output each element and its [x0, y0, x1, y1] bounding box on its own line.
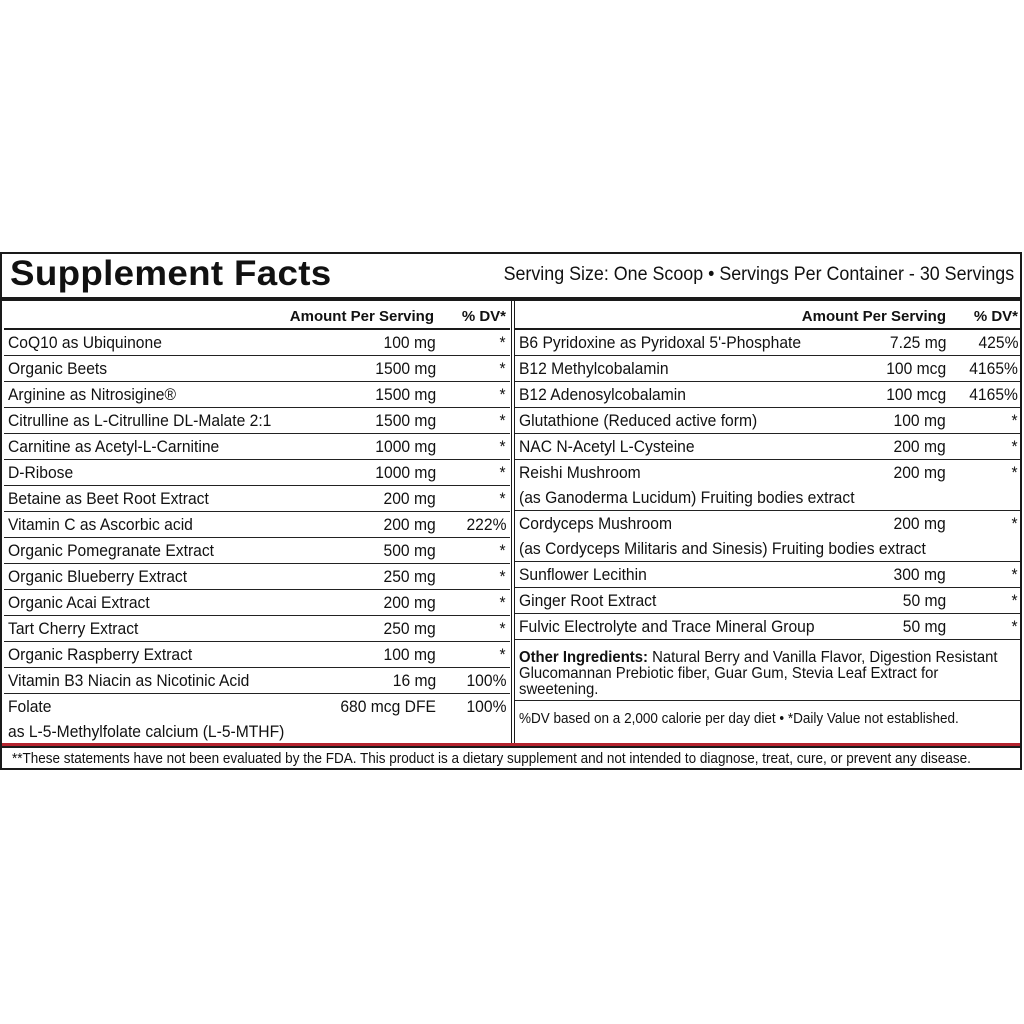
ingredient-dv: * [499, 333, 506, 352]
ingredient-name: NAC N-Acetyl L-Cysteine [519, 437, 695, 456]
ingredient-amount: 100 mg [383, 645, 436, 664]
ingredient-name: Citrulline as L-Citrulline DL-Malate 2:1 [8, 411, 272, 430]
ingredient-row [515, 562, 1020, 588]
subline-text: (as Ganoderma Lucidum) Fruiting bodies extract [519, 488, 855, 507]
ingredient-name: Arginine as Nitrosigine® [8, 385, 177, 404]
dv-header: % DV* [461, 308, 506, 325]
ingredient-amount: 500 mg [383, 541, 436, 560]
other-ingredients-label: Other Ingredients: [519, 649, 648, 666]
ingredient-dv: * [499, 437, 506, 456]
ingredient-row [4, 356, 510, 382]
ingredient-dv: * [499, 619, 506, 638]
fda-disclaimer: **These statements have not been evaluated by the FDA. This product is a dietary supplement and not intended to diagnose, treat, cure, or prevent any disease. [12, 750, 971, 767]
ingredient-row [515, 588, 1020, 614]
ingredient-dv: 425% [977, 333, 1018, 352]
ingredient-amount: 200 mg [893, 514, 946, 533]
reishi-subline [515, 485, 1020, 511]
ingredient-row [4, 408, 510, 434]
ingredient-row [515, 511, 1020, 536]
subline-text: (as Cordyceps Militaris and Sinesis) Fruiting bodies extract [519, 539, 926, 558]
ingredient-dv: * [499, 385, 506, 404]
ingredient-name: Ginger Root Extract [519, 591, 657, 610]
footer-black-rule [2, 746, 1020, 748]
ingredient-name: B12 Methylcobalamin [519, 359, 669, 378]
ingredient-amount: 100 mcg [886, 385, 946, 404]
ingredient-amount: 1000 mg [375, 437, 436, 456]
ingredient-amount: 680 mcg DFE [340, 697, 436, 716]
ingredient-dv: * [499, 359, 506, 378]
ingredient-amount: 1000 mg [375, 463, 436, 482]
ingredient-name: Vitamin B3 Niacin as Nicotinic Acid [8, 671, 250, 690]
ingredient-row [4, 694, 510, 719]
ingredient-dv: * [1011, 591, 1018, 610]
supplement-facts-panel [0, 252, 1022, 770]
ingredient-name: Vitamin C as Ascorbic acid [8, 515, 193, 534]
ingredient-amount: 100 mcg [886, 359, 946, 378]
ingredient-name: CoQ10 as Ubiquinone [8, 333, 162, 352]
ingredient-dv: 222% [465, 515, 506, 534]
ingredient-amount: 250 mg [383, 567, 436, 586]
ingredient-amount: 16 mg [392, 671, 436, 690]
ingredient-name: Carnitine as Acetyl-L-Carnitine [8, 437, 220, 456]
other-ingredients [515, 640, 1020, 701]
right-column-header [515, 304, 1020, 330]
right-rows-b [515, 562, 1020, 640]
facts-header [2, 254, 1020, 296]
ingredient-amount: 1500 mg [375, 411, 436, 430]
dv-header: % DV* [973, 308, 1018, 325]
ingredient-row [4, 616, 510, 642]
ingredient-name: Organic Blueberry Extract [8, 567, 188, 586]
ingredient-name: Organic Pomegranate Extract [8, 541, 215, 560]
ingredient-row [4, 460, 510, 486]
ingredient-name: Organic Acai Extract [8, 593, 150, 612]
left-column [4, 304, 510, 744]
left-column-header [4, 304, 510, 330]
ingredient-dv: * [1011, 514, 1018, 533]
ingredient-row [515, 382, 1020, 408]
ingredient-row [515, 460, 1020, 485]
ingredient-amount: 200 mg [893, 437, 946, 456]
ingredient-amount: 300 mg [893, 565, 946, 584]
ingredient-amount: 1500 mg [375, 359, 436, 378]
ingredient-dv: * [1011, 617, 1018, 636]
ingredient-row [4, 668, 510, 694]
ingredient-dv: 100% [465, 671, 506, 690]
ingredient-amount: 200 mg [383, 515, 436, 534]
ingredient-name: Organic Beets [8, 359, 108, 378]
ingredient-dv: * [499, 541, 506, 560]
ingredient-name: Reishi Mushroom [519, 463, 641, 482]
ingredient-name: B6 Pyridoxine as Pyridoxal 5'-Phosphate [519, 333, 802, 352]
ingredient-row [4, 382, 510, 408]
ingredient-row [515, 330, 1020, 356]
ingredient-row [515, 614, 1020, 640]
ingredient-amount: 250 mg [383, 619, 436, 638]
ingredient-dv: 4165% [969, 385, 1018, 404]
ingredient-row [4, 512, 510, 538]
ingredient-row [4, 642, 510, 668]
ingredient-dv: * [499, 411, 506, 430]
ingredient-name: Tart Cherry Extract [8, 619, 139, 638]
ingredient-name: Glutathione (Reduced active form) [519, 411, 758, 430]
ingredient-row [4, 330, 510, 356]
ingredient-dv: 4165% [969, 359, 1018, 378]
ingredient-dv: * [1011, 565, 1018, 584]
cordyceps-subline [515, 536, 1020, 562]
ingredient-amount: 7.25 mg [889, 333, 946, 352]
ingredient-row [515, 434, 1020, 460]
dv-note [515, 701, 1020, 727]
other-ingredients-text: Natural Berry and Vanilla Flavor, Digestion Resistant Glucomannan Prebiotic fiber, Guar Gum, Stevia Leaf Extract for sweetening. [519, 649, 998, 698]
ingredient-dv: * [499, 645, 506, 664]
serving-info: Serving Size: One Scoop • Servings Per Container - 30 Servings [503, 264, 1014, 285]
ingredient-amount: 100 mg [893, 411, 946, 430]
ingredient-name: B12 Adenosylcobalamin [519, 385, 686, 404]
ingredient-name: D-Ribose [8, 463, 74, 482]
ingredient-dv: * [1011, 437, 1018, 456]
left-rows [4, 330, 510, 719]
dv-note-text: %DV based on a 2,000 calorie per day diet • *Daily Value not established. [519, 710, 959, 727]
ingredient-amount: 200 mg [383, 593, 436, 612]
amount-header: Amount Per Serving [289, 308, 434, 325]
ingredient-dv: * [499, 489, 506, 508]
ingredient-row [4, 590, 510, 616]
ingredient-dv: * [1011, 411, 1018, 430]
column-divider [511, 301, 512, 743]
ingredient-dv: * [499, 567, 506, 586]
ingredient-dv: * [1011, 463, 1018, 482]
ingredient-row [4, 564, 510, 590]
ingredient-name: Folate [8, 697, 52, 716]
right-column [515, 304, 1020, 727]
ingredient-amount: 1500 mg [375, 385, 436, 404]
ingredient-name: Fulvic Electrolyte and Trace Mineral Group [519, 617, 815, 636]
ingredient-amount: 100 mg [383, 333, 436, 352]
ingredient-row [4, 486, 510, 512]
ingredient-name: Betaine as Beet Root Extract [8, 489, 209, 508]
folate-subline [4, 719, 510, 744]
ingredient-name: Sunflower Lecithin [519, 565, 647, 584]
ingredient-name: Organic Raspberry Extract [8, 645, 193, 664]
ingredient-row [515, 356, 1020, 382]
ingredient-name: Cordyceps Mushroom [519, 514, 672, 533]
ingredient-amount: 50 mg [902, 591, 946, 610]
ingredient-amount: 50 mg [902, 617, 946, 636]
right-rows-a [515, 330, 1020, 485]
amount-header: Amount Per Serving [801, 308, 946, 325]
ingredient-amount: 200 mg [893, 463, 946, 482]
ingredient-row [515, 408, 1020, 434]
subline-text: as L-5-Methylfolate calcium (L-5-MTHF) [8, 722, 285, 741]
ingredient-row [4, 538, 510, 564]
ingredient-row [4, 434, 510, 460]
ingredient-amount: 200 mg [383, 489, 436, 508]
ingredient-dv: 100% [465, 697, 506, 716]
ingredient-dv: * [499, 463, 506, 482]
ingredient-dv: * [499, 593, 506, 612]
panel-title: Supplement Facts [10, 254, 332, 293]
